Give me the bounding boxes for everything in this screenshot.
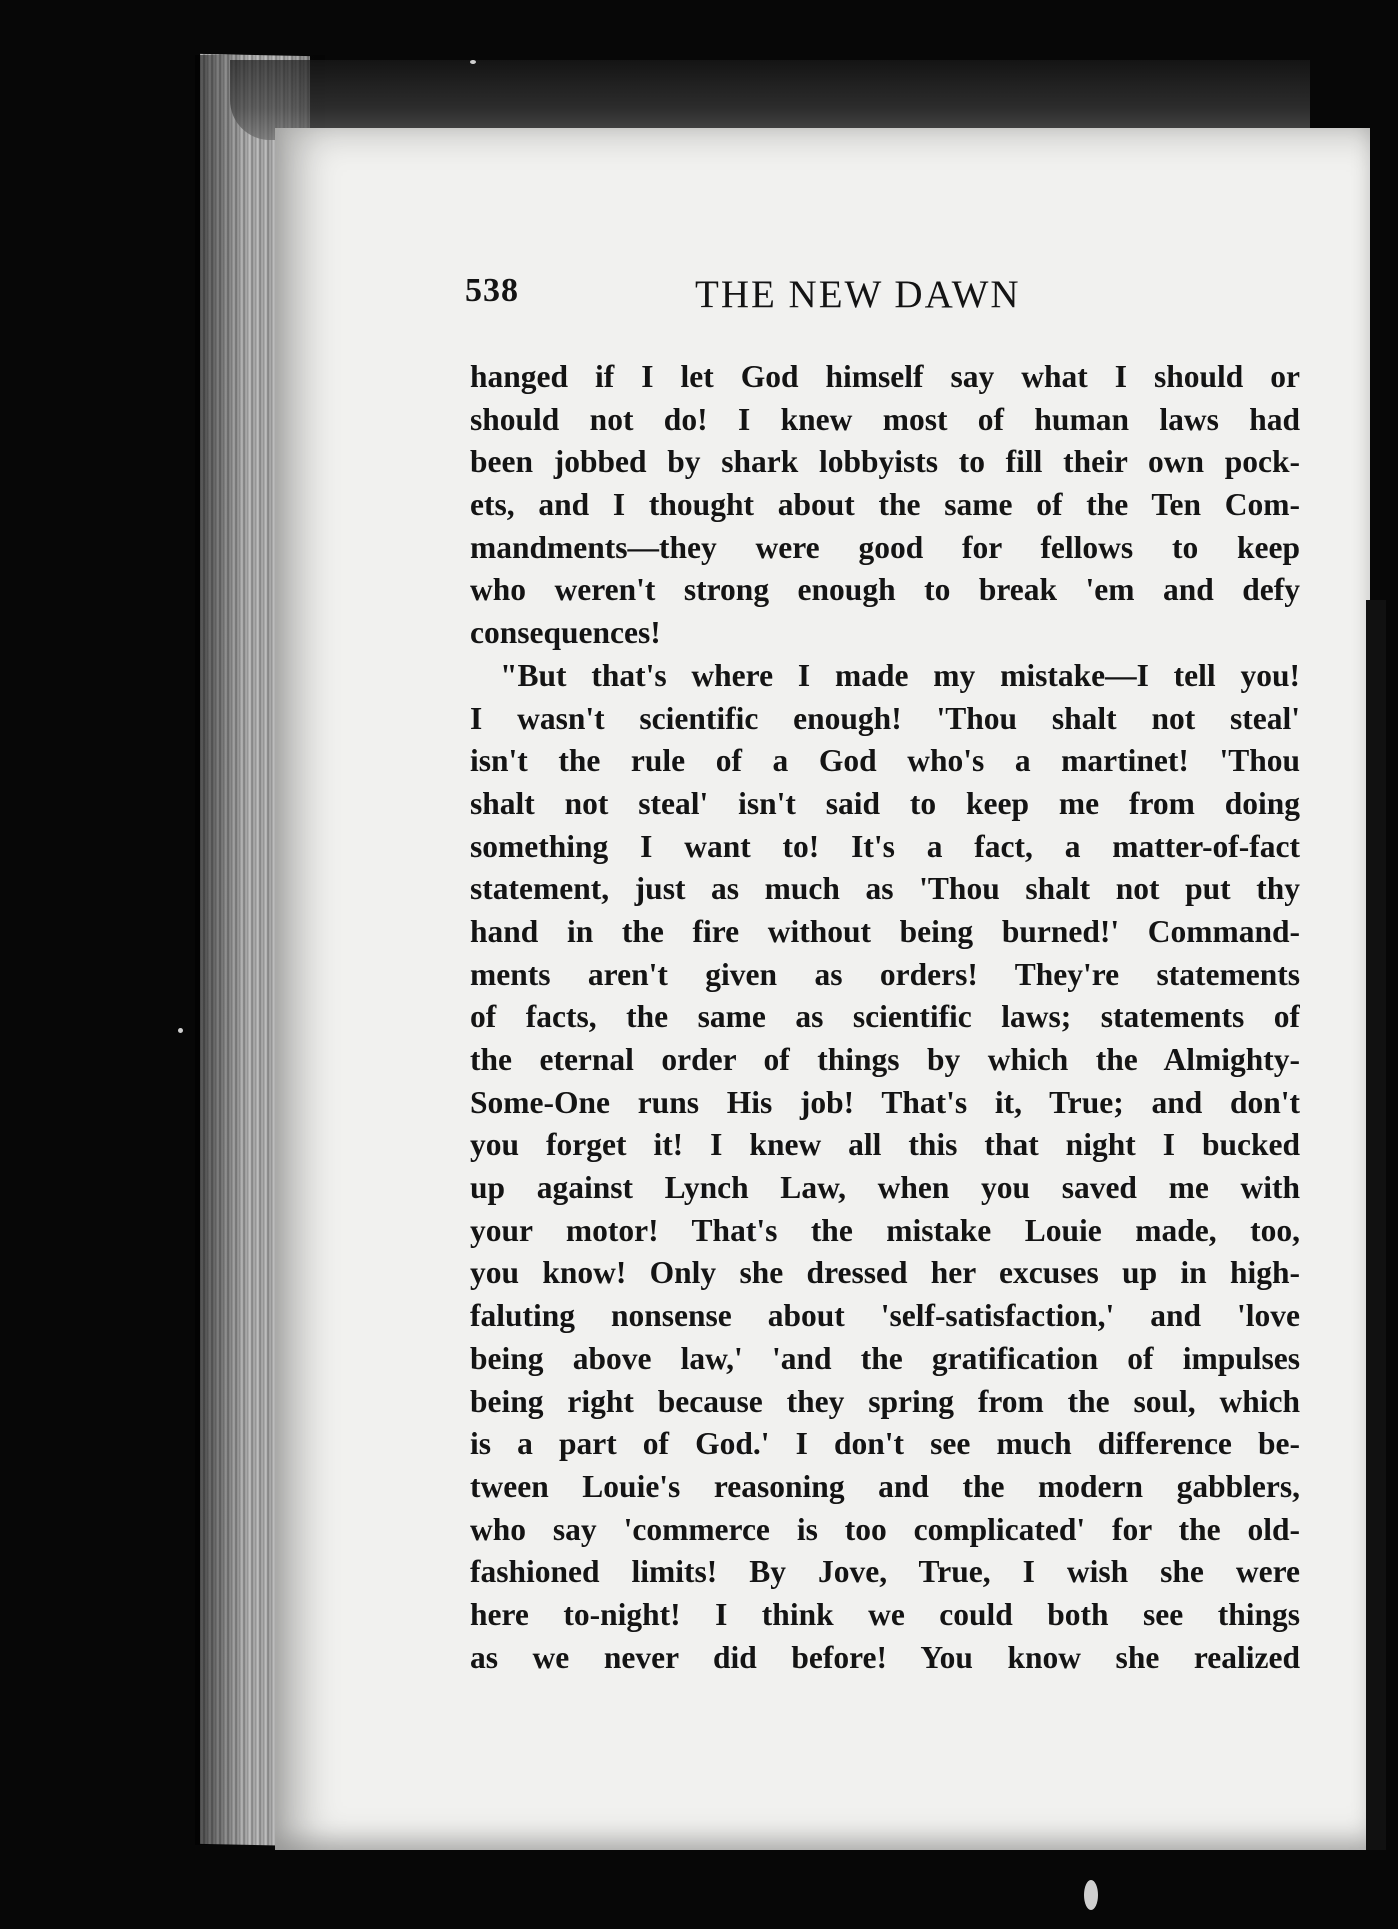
text-line: who say 'commerce is too complicated' for the old- [470,1511,1300,1547]
text-line: should not do! I knew most of human laws had [470,401,1300,437]
text-line: the eternal order of things by which the Almighty- [470,1042,1300,1077]
text-line: Some-One runs His job! That's it, True; and don't [470,1084,1300,1120]
text-line: ments aren't given as orders! They're statements [470,956,1300,992]
dust-speck [1084,1880,1098,1910]
text-line: hanged if I let God himself say what I should or [470,359,1300,394]
text-line: "But that's where I made my mistake—I tell you! [500,657,1300,693]
text-line: your motor! That's the mistake Louie made, too, [470,1212,1300,1248]
text-line: I wasn't scientific enough! 'Thou shalt not steal' [470,700,1300,736]
text-line: being above law,' 'and the gratification of impulses [470,1340,1300,1376]
page-number: 538 [465,272,519,309]
running-head [465,272,1305,332]
book-title: THE NEW DAWN [695,273,1021,316]
text-line: is a part of God.' I don't see much difference be- [470,1426,1300,1462]
text-line: fashioned limits! By Jove, True, I wish she were [470,1554,1300,1590]
text-line: you forget it! I knew all this that night I bucked [470,1127,1300,1163]
text-line: being right because they spring from the soul, which [470,1383,1300,1419]
dust-speck [470,60,476,64]
text-line: as we never did before! You know she realized [470,1639,1300,1675]
text-line: mandments—they were good for fellows to keep [470,529,1300,565]
text-line: of facts, the same as scientific laws; statements of [470,999,1300,1035]
text-line: up against Lynch Law, when you saved me with [470,1170,1300,1206]
text-line: here to-night! I think we could both see things [470,1596,1300,1632]
text-line: tween Louie's reasoning and the modern gabblers, [470,1468,1300,1504]
text-line: statement, just as much as 'Thou shalt not put thy [470,871,1300,907]
text-line: been jobbed by shark lobbyists to fill their own pock- [470,444,1300,480]
text-line: you know! Only she dressed her excuses up in high- [470,1255,1300,1291]
text-line: faluting nonsense about 'self-satisfaction,' and 'love [470,1298,1300,1334]
text-line: shalt not steal' isn't said to keep me from doing [470,785,1300,821]
text-line: something I want to! It's a fact, a matter-of-fact [470,828,1300,864]
text-line: consequences! [470,615,661,651]
text-line: ets, and I thought about the same of the Ten Com- [470,487,1300,523]
text-line: who weren't strong enough to break 'em and defy [470,572,1300,608]
text-line: isn't the rule of a God who's a martinet! 'Thou [470,743,1300,779]
dust-speck [178,1028,183,1033]
page-right-edge [1366,600,1386,1850]
body-text [470,356,1300,1679]
text-line: hand in the fire without being burned!' Command- [470,913,1300,949]
